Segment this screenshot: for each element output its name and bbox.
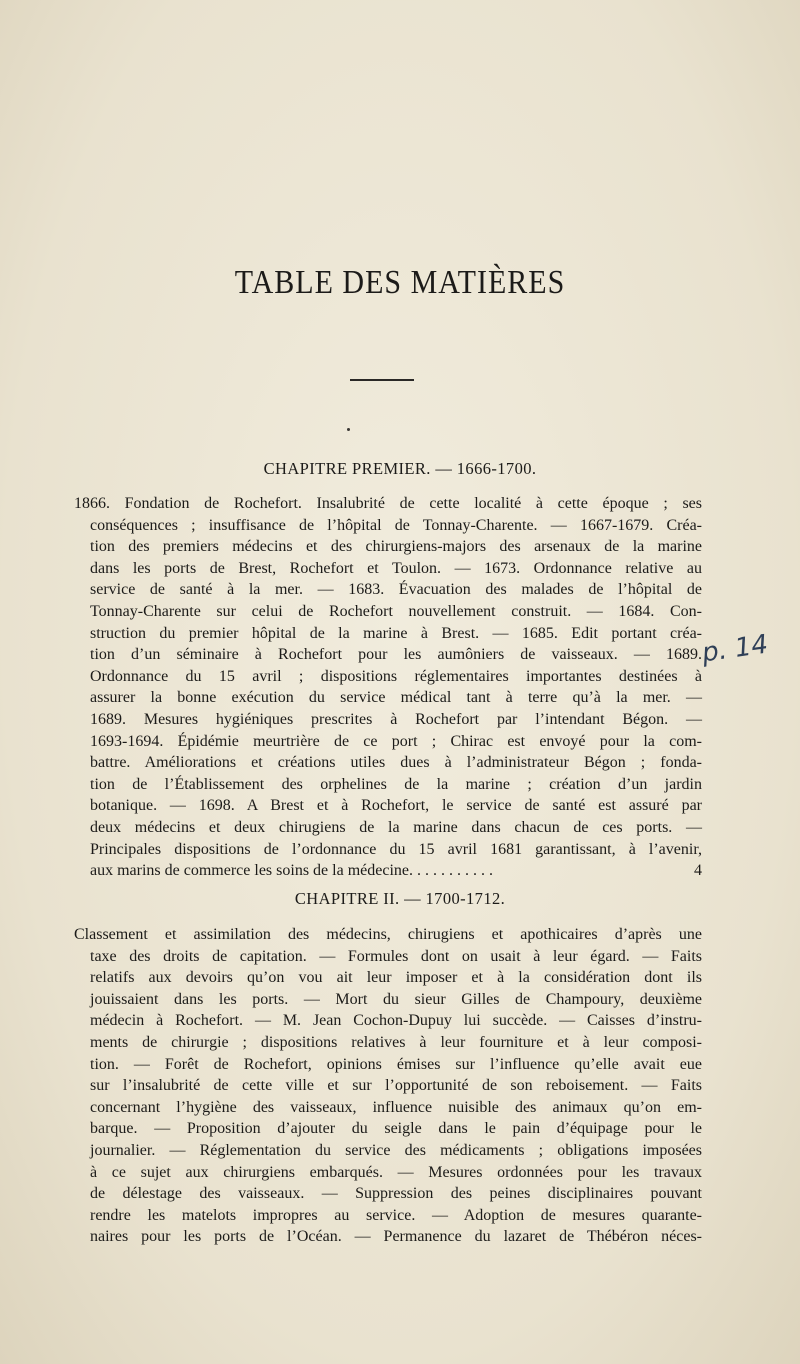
text-line: Classement et assimilation des médecins, chirugiens et apothicaires d’après une <box>74 926 702 943</box>
text-line: à ce sujet aux chirurgiens embarqués. — Mesures ordonnées pour les travaux <box>90 1163 702 1181</box>
text-line: tion des premiers médecins et des chirurgiens-majors des arsenaux de la marine <box>90 538 702 556</box>
text-line: tion. — Forêt de Rochefort, opinions émises sur l’influence qu’elle avait eue <box>90 1055 702 1073</box>
text-line: 1693-1694. Épidémie meurtrière de ce port ; Chirac est envoyé pour la com- <box>90 732 702 750</box>
text-line-last <box>74 860 702 882</box>
text-line: ments de chirurgie ; dispositions relatives à leur fourniture et à leur composi- <box>90 1033 702 1051</box>
text-line: battre. Améliorations et créations utiles dues à l’administrateur Bégon ; fonda- <box>90 754 702 772</box>
text-line: de délestage des vaisseaux. — Suppression des peines disciplinaires pouvant <box>90 1185 702 1203</box>
chapter-2-summary <box>74 924 702 1248</box>
text-line: sur l’insalubrité de cette ville et sur l’opportunité de son reboisement. — Faits <box>90 1077 702 1095</box>
ornament-dot <box>347 428 350 431</box>
text-line: Principales dispositions de l’ordonnance du 15 avril 1681 garantissant, à l’avenir, <box>90 840 702 858</box>
text-line: jouissaient dans les ports. — Mort du sieur Gilles de Champoury, deuxième <box>90 990 702 1008</box>
text-line: service de santé à la mer. — 1683. Évacuation des malades de l’hôpital de <box>90 581 702 599</box>
text-line: aux marins de commerce les soins de la médecine. . . . . . . . . . . <box>90 862 493 880</box>
text-line: relatifs aux devoirs qu’on vou ait leur imposer et à la considération dont ils <box>90 969 702 987</box>
text-line: barque. — Proposition d’ajouter du seigle dans le pain d’équipage pour le <box>90 1120 702 1138</box>
chapter-1-summary <box>74 493 702 882</box>
text-line: rendre les matelots impropres au service. — Adoption de mesures quarante- <box>90 1206 702 1224</box>
text-line: dans les ports de Brest, Rochefort et Toulon. — 1673. Ordonnance relative au <box>90 559 702 577</box>
text-line: tion d’un séminaire à Rochefort pour les aumôniers de vaisseaux. — 1689. <box>90 646 702 664</box>
text-line: naires pour les ports de l’Océan. — Permanence du lazaret de Thébéron néces- <box>90 1228 702 1246</box>
text-line: botanique. — 1698. A Brest et à Rochefort, le service de santé est assuré par <box>90 797 702 815</box>
text-line: Ordonnance du 15 avril ; dispositions réglementaires importantes destinées à <box>90 667 702 685</box>
text-line: 1689. Mesures hygiéniques prescrites à Rochefort par l’intendant Bégon. — <box>90 710 702 728</box>
text-line: Tonnay-Charente sur celui de Rochefort nouvellement construit. — 1684. Con- <box>90 602 702 620</box>
text-line: taxe des droits de capitation. — Formules dont on usait à leur égard. — Faits <box>90 947 702 965</box>
text-line: médecin à Rochefort. — M. Jean Cochon-Dupuy lui succède. — Caisses d’instru- <box>90 1012 702 1030</box>
text-line: concernant l’hygiène des vaisseaux, influence nuisible des animaux qu’on em- <box>90 1098 702 1116</box>
text-line: deux médecins et deux chirugiens de la marine dans chacun de ces ports. — <box>90 818 702 836</box>
text-line: assurer la bonne exécution du service médical tant à terre qu’à la mer. — <box>90 689 702 707</box>
chapter-2-heading: CHAPITRE II. — 1700-1712. <box>294 889 506 908</box>
handwritten-margin-note: p. 14 <box>700 629 770 669</box>
page-number: 4 <box>694 862 702 880</box>
page-title: TABLE DES MATIÈRES <box>234 263 566 301</box>
chapter-1-heading: CHAPITRE PREMIER. — 1666-1700. <box>263 459 537 478</box>
text-line: conséquences ; insuffisance de l’hôpital de Tonnay-Charente. — 1667-1679. Créa- <box>90 516 702 534</box>
text-line: struction du premier hôpital de la marine à Brest. — 1685. Edit portant créa- <box>90 624 702 642</box>
text-line: journalier. — Réglementation du service des médicaments ; obligations imposées <box>90 1141 702 1159</box>
text-line: 1866. Fondation de Rochefort. Insalubrité de cette localité à cette époque ; ses <box>74 495 702 512</box>
title-rule <box>350 379 414 381</box>
text-line: tion de l’Établissement des orphelines de la marine ; création d’un jardin <box>90 775 702 793</box>
